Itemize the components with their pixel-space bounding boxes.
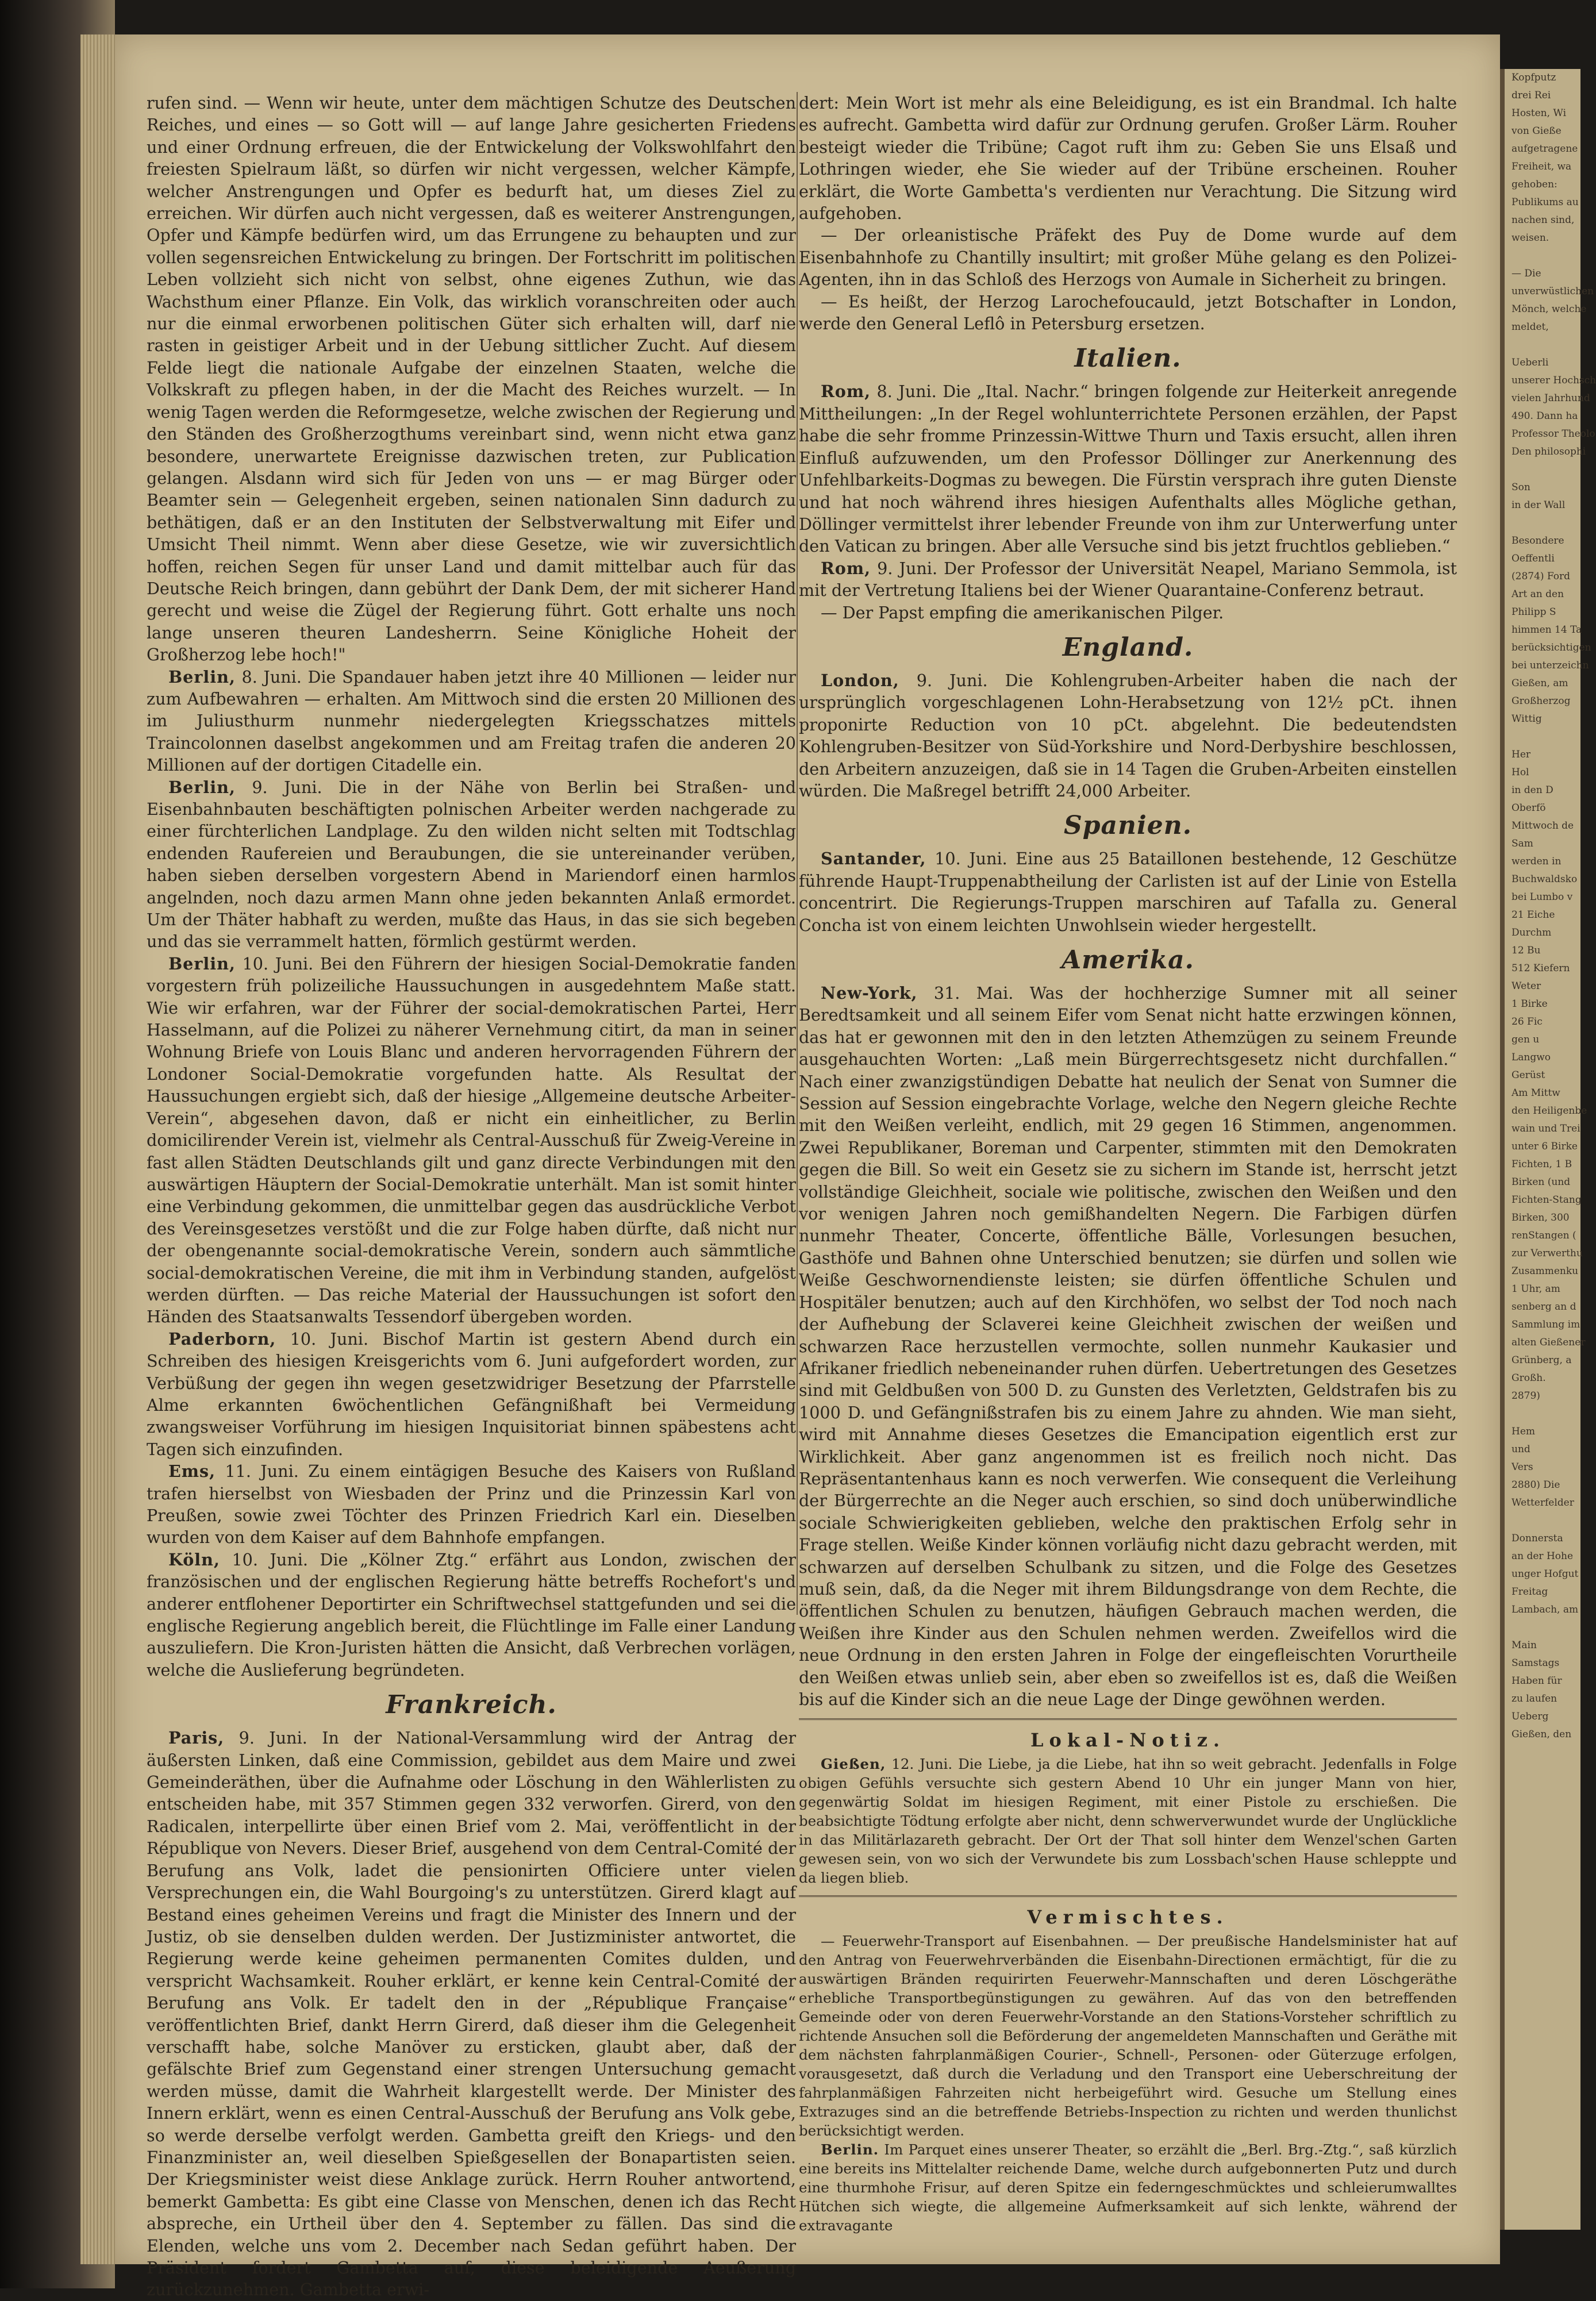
fragment-line <box>1505 728 1580 746</box>
fragment-line: Freitag <box>1512 1586 1548 1598</box>
fragment-line: Langwo <box>1512 1052 1551 1063</box>
fragment-line: 2879) <box>1512 1390 1540 1402</box>
fragment-line: Durchm <box>1512 927 1552 938</box>
news-text: 31. Mai. Was der hochherzige Sumner mit all seiner Beredtsamkeit und all seinem Eifer vom Senat nicht hatte erzwingen können, das hat er gewonnen mit den in den letzten Athemzügen zu seinem Freunde ausgehauchten Worten: „Laß mein Bürgerrechtsgesetz nicht durchfallen.“ Nach einer zwanzigstündigen Debatte hat neulich der Senat von Sumner die Session auf Session eingebrachte Vorlage, welche den Negern gleiche Rechte mit den Weißen verleiht, endlich, mit 29 gegen 16 Stimmen, angenommen. Zwei Republikaner, Boreman und Carpenter, stimmten mit den Demokraten gegen die Bill. So weit ein Gesetz sie zu sichern im Stande ist, herrscht jetzt vollständige Gleichheit, sociale wie politische, zwischen den Weißen und den vor wenigen Jahren noch gemißhandelten Negern. Die Farbigen dürfen nunmehr Theater, Concerte, öffentliche Bälle, Vorlesungen besuchen, Gasthöfe und Bahnen ohne Unterschied benutzen; sie dürfen und sollen wie Weiße Geschwornendienste leisten; sie dürfen öffentliche Schulen und Hospitäler benutzen; auch auf den Kirchhöfen, wo selbst der Tod noch nach der Aufhebung der Sclaverei keine Gleichheit zwischen der weißen und schwarzen Race herzustellen vermochte, sollen nunmehr Kaukasier und Afrikaner friedlich nebeneinander ruhen dürfen. Uebertretungen des Gesetzes sind mit Geldbußen von 500 D. zu Gunsten des Verletzten, Geldstrafen bis zu 1000 D. und Gefängnißstrafen bis zu einem Jahre zu ahnden. Wie man sieht, wird mit Annahme dieses Gesetzes die Emancipation eigentlich erst zur Wirklichkeit. Aber ganz angenommen ist es freilich noch nicht. Das Repräsentantenhaus kann es noch verwerfen. Wie consequent die Verleihung der Bürgerrechte an die Neger auch erschien, so sind doch unüberwindliche sociale Schwierigkeiten geblieben, welche den praktischen Erfolg sehr in Frage stellen. Weiße Kinder können vorläufig nicht dazu gebracht werden, mit schwarzen auf derselben Schulbank zu sitzen, und die Folge des Gesetzes muß sein, daß, da die Neger mit ihrem Bildungsdrange von dem Rechte, die öffentlichen Schulen zu benutzen, häufigen Gebrauch machen werden, die Weißen ihre Kinder aus den Schulen nehmen werden. Zweifellos wird die neue Ordnung in den ersten Jahren in Folge der eingefleischten Vorurtheile den Weißen etwas unlieb sein, aber eben so zweifellos ist es, daß die Weißen bis auf die Kinder sich an die neue Lage der Dinge gewöhnen werden. <box>799 983 1457 1709</box>
news-item-berlin-3 <box>147 953 796 1328</box>
news-item-santander <box>799 848 1457 936</box>
news-text: 8. Juni. Die „Ital. Nachr.“ bringen folgende zur Heiterkeit anregende Mittheilungen: „In der Regel wohlunterrichtete Personen erzählen, der Papst habe die sehr fromme Prinzessin-Wittwe Thurn und Taxis ersucht, allen ihren Einfluß aufzuwenden, um den Professor Döllinger zur Anerkennung des Unfehlbarkeits-Dogmas zu bewegen. Die Fürstin versprach ihre guten Dienste und hat noch während ihres hiesigen Aufenthalts alles Mögliche gethan, Döllinger vermittelst ihrer lebender Freunde von ihm zur Unterwerfung unter den Vatican zu bringen. Aber alle Versuche sind bis jetzt fruchtlos geblieben.“ <box>799 382 1457 556</box>
news-item-giessen <box>799 1754 1457 1887</box>
fragment-line: Gerüst <box>1512 1069 1545 1081</box>
fragment-line: an der Hohe <box>1512 1550 1574 1562</box>
fragment-line: Sam <box>1512 838 1533 849</box>
fragment-line: Birken (und <box>1512 1176 1571 1188</box>
news-item-koeln <box>147 1549 796 1681</box>
fragment-line: Hosten, Wi <box>1512 107 1567 119</box>
fragment-line: Philipp S <box>1512 606 1556 618</box>
fragment-line: Vers <box>1512 1461 1533 1473</box>
section-heading-amerika: Amerika. <box>1062 945 1194 975</box>
fragment-line: Weter <box>1512 980 1541 992</box>
news-text: Im Parquet eines unserer Theater, so erzählt die „Berl. Brg.-Ztg.“, saß kürzlich eine bereits ins Mittelalter reichende Dame, welche durch aufgebonnerten Putz und durch eine thurmhohe Frisur, auf deren Spitze ein federngeschmücktes und schleierumwalltes Hütchen sich wiegte, die allgemeine Aufmerksamkeit auf sich lenkte, während der extravagante <box>799 2141 1457 2234</box>
fragment-line: in der Wall <box>1512 499 1566 511</box>
column-divider <box>797 92 798 1615</box>
fragment-line: von Gieße <box>1512 125 1562 137</box>
news-text: 9. Juni. In der National-Versammlung wird der Antrag der äußersten Linken, daß eine Commission, gebildet aus dem Maire und zwei Gemeinderäthen, über die Aufnahme oder Löschung in den Wählerlisten zu entscheiden habe, mit 357 Stimmen gegen 332 verworfen. Girerd, von den Radicalen, interpellirte über einen Brief vom 2. Mai, veröffentlicht in der République von Nevers. Dieser Brief, ausgehend von dem Central-Comité der Berufung ans Volk, ladet die pensionirten Officiere unter vielen Versprechungen ein, die Wahl Bourgoing's zu unterstützen. Girerd klagt auf Bestand eines geheimen Vereins und fragt die Minister des Innern und der Justiz, ob sie denselben dulden werden. Der Justizminister antwortet, die Regierung werde keine geheimen permanenten Comites dulden, und verspricht Wachsamkeit. Rouher erklärt, er kenne kein Central-Comité der Berufung ans Volk. Er tadelt den in der „République Française“ veröffentlichten Brief, dankt Herrn Girerd, daß dieser ihm die Gelegenheit verschafft habe, solche Manöver zu ersticken, glaubt aber, daß der gefälschte Brief zum Gegenstand einer strengen Untersuchung gemacht werden müsse, damit die Wahrheit klargestellt werde. Der Minister des Innern erklärt, wenn es einen Central-Ausschuß der Berufung ans Volk gebe, so werde derselbe verfolgt werden. Gambetta greift den Kriegs- und den Finanzminister an, weil dieselben Spießgesellen der Bonapartisten seien. Der Kriegsminister weist diese Anklage zurück. Herrn Rouher antwortend, bemerkt Gambetta: Es gibt eine Classe von Menschen, denen ich das Recht abspreche, ein Urtheil über den 4. September zu fällen. Das sind die Elenden, welche uns vom 2. December nach Sedan geführt haben. Der Präsident fordert Gambetta auf, diese beleidigende Aeußerung zurückzunehmen. Gambetta erwi- <box>147 1728 796 2300</box>
news-text: — Der Papst empfing die amerikanischen Pilger. <box>821 602 1224 622</box>
news-item-berlin-1 <box>147 666 796 776</box>
fragment-line: Her <box>1512 749 1531 760</box>
section-heading-vermischtes: Vermischtes. <box>1027 1906 1229 1929</box>
dateline: Rom, <box>821 382 871 402</box>
dateline: London, <box>821 670 899 690</box>
fragment-line <box>1505 247 1580 265</box>
dateline: Santander, <box>821 849 926 869</box>
fragment-line: 12 Bu <box>1512 945 1541 956</box>
fragment-line: Buchwaldsko <box>1512 874 1578 885</box>
section-heading-spanien: Spanien. <box>1063 811 1193 841</box>
news-item-feuerwehr <box>799 1931 1457 2140</box>
right-column <box>799 92 1457 2241</box>
fragment-line: Son <box>1512 482 1530 493</box>
fragment-line: Mönch, welche <box>1512 303 1587 315</box>
section-rule <box>799 1895 1457 1897</box>
news-item-paris <box>147 1727 796 2301</box>
fragment-line: 1 Uhr, am <box>1512 1283 1560 1295</box>
fragment-line: Kopfputz <box>1512 72 1556 83</box>
fragment-line: Professor Theolo <box>1512 428 1595 440</box>
dateline: Berlin, <box>168 953 236 974</box>
fragment-line: berücksichtigen <box>1512 642 1591 653</box>
news-text: 10. Juni. Bischof Martin ist gestern Abend durch ein Schreiben des hiesigen Kreisgerichts vom 6. Juni aufgefordert worden, zur Verbüßung der gegen ihn wegen gesetzwidriger Besetzung der Pfarrstelle Alme erkannten 6wöchentlichen Gefängnißhaft bei Vermeidung zwangsweiser Vorführung im hiesigen Inquisitoriat binnen späbestens acht Tagen sich einzufinden. <box>147 1329 796 1459</box>
news-item-berlin-2 <box>147 776 796 953</box>
fragment-line: Grünberg, a <box>1512 1355 1572 1366</box>
fragment-line: Mittwoch de <box>1512 820 1574 832</box>
dateline: Paderborn, <box>168 1329 276 1349</box>
fragment-line: Samstags <box>1512 1657 1560 1669</box>
fragment-line: Am Mittw <box>1512 1087 1560 1099</box>
dateline: Köln, <box>168 1549 220 1569</box>
fragment-line: Publikums au <box>1512 197 1579 208</box>
fragment-line <box>1505 336 1580 354</box>
fragment-line: gehoben: <box>1512 179 1557 190</box>
intro-paragraph: rufen sind. — Wenn wir heute, unter dem mächtigen Schutze des Deutschen Reiches, und eines — so Gott will — auf lange Jahre gesicherten Friedens und einer Ordnung erfreuen, die der Entwickelung der Volkswohlfahrt den freiesten Spielraum läßt, so dürfen wir nicht vergessen, welcher Kämpfe, welcher Anstrengungen und Opfer es bedurft hat, um dieses Ziel zu erreichen. Wir dürfen auch nicht vergessen, daß es weiterer Anstrengungen, Opfer und Kämpfe bedürfen wird, um das Errungene zu behaupten und zur vollen segensreichen Entwickelung zu bringen. Der Fortschritt im politischen Leben vollzieht sich nicht von selbst, ohne eigenes Zuthun, wie das Wachsthum einer Pflanze. Ein Volk, das wirklich voranschreiten oder auch nur die einmal erworbenen politischen Güter sich erhalten will, darf nie rasten in geistiger Arbeit und in der Uebung sittlicher Zucht. Auf diesem Felde liegt die nationale Aufgabe der einzelnen Staaten, welche die Volkskraft zu pflegen haben, in der die Macht des Reiches wurzelt. — In wenig Tagen werden die Reformgesetze, welche zwischen der Regierung und den Ständen des Großherzogthums vereinbart sind, wenn nicht etwa ganz besondere, unerwartete Ereignisse dazwischen treten, zur Publication gelangen. Alsdann wird sich für Jeden von uns — er mag Bürger oder Beamter sein — Gelegenheit ergeben, seinen nationalen Sinn dadurch zu bethätigen, daß er an den Instituten der Selbstverwaltung mit Eifer und Umsicht Theil nimmt. Wenn aber diese Gesetze, wie wir zuversichtlich hoffen, reichen Segen für unser Land und damit mittelbar auch für das Deutsche Reich bringen, dann gebührt der Dank Dem, der mit sicherer Hand gerecht und weise die Zügel der Regierung führt. Gott erhalte uns noch lange unseren theuren Landesherrn. Seine Königliche Hoheit der Großherzog lebe hoch!" <box>147 93 796 665</box>
fragment-line: 512 Kiefern <box>1512 963 1570 974</box>
fragment-line: Wittig <box>1512 713 1542 725</box>
fragment-line: weisen. <box>1512 232 1549 244</box>
fragment-line: Sammlung im <box>1512 1319 1580 1330</box>
news-item-london <box>799 669 1457 802</box>
dateline: Berlin. <box>821 2141 879 2158</box>
dateline: Rom, <box>821 558 871 578</box>
fragment-line: drei Rei <box>1512 90 1551 101</box>
fragment-line: 2880) Die <box>1512 1479 1560 1491</box>
fragment-line: himmen 14 Ta <box>1512 624 1582 636</box>
news-item-berlin-theater <box>799 2140 1457 2235</box>
fragment-line <box>1505 514 1580 532</box>
news-item-paderborn <box>147 1328 796 1460</box>
news-item-ems <box>147 1460 796 1549</box>
fragment-line: zur Verwerthu <box>1512 1248 1583 1259</box>
fragment-line: Großherzog <box>1512 695 1571 707</box>
fragment-line: Den philosophi <box>1512 446 1586 457</box>
fragment-line: Freiheit, wa <box>1512 161 1572 172</box>
page-edge-stack <box>80 34 115 2264</box>
fragment-line <box>1505 1619 1580 1637</box>
fragment-line <box>1505 1405 1580 1423</box>
fragment-line: Birken, 300 <box>1512 1212 1570 1223</box>
fragment-line: 1 Birke <box>1512 998 1548 1010</box>
fragment-line: unter 6 Birke <box>1512 1141 1578 1152</box>
fragment-line: und <box>1512 1444 1530 1455</box>
fragment-line: unverwüstlichen <box>1512 286 1594 297</box>
news-item-rom-2 <box>799 557 1457 602</box>
fragment-line: in den D <box>1512 784 1553 796</box>
news-text: 10. Juni. Die „Kölner Ztg.“ erfährt aus London, zwischen der französischen und der englischen Regierung hätte betreffs Rochefort's und anderer entflohener Deportirter ein Schriftwechsel stattgefunden und sei die englische Regierung angeblich bereit, die Flüchtlinge im Falle einer Landung auszuliefern. Die Kron-Juristen hätten die Ansicht, daß Verbrechen vorlägen, welche die Auslieferung begründeten. <box>147 1549 796 1680</box>
news-text: 9. Juni. Die in der Nähe von Berlin bei Straßen- und Eisenbahnbauten beschäftigten polnischen Arbeiter werden nachgerade zu einer fürchterlichen Landplage. Zu den wilden nicht selten mit Todtschlag endenden Raufereien und Beraubungen, die sie untereinander verüben, haben sieben derselben vorgestern Abend in Mariendorf einen harmlos angelnden, noch dazu armen Mann ohne jeden bekannten Anlaß ermordet. Um der Thäter habhaft zu werden, mußte das Haus, in das sie sich begeben und das sie verrammelt hatten, förmlich gestürmt werden. <box>147 777 796 952</box>
fragment-line: Gießen, am <box>1512 678 1568 689</box>
news-text: 10. Juni. Eine aus 25 Bataillonen bestehende, 12 Geschütze führende Haupt-Truppenabtheilung der Carlisten ist auf der Linie von Estella concentrirt. Die Regierungs-Truppen marschiren auf Tafalla zu. General Concha ist von einem leichten Unwohlsein wieder hergestellt. <box>799 849 1457 935</box>
fragment-line: renStangen ( <box>1512 1230 1576 1241</box>
section-heading-frankreich: Frankreich. <box>386 1690 557 1720</box>
fragment-line: senberg an d <box>1512 1301 1576 1313</box>
fragment-line: meldet, <box>1512 321 1549 333</box>
fragment-line <box>1505 1512 1580 1530</box>
fragment-line: alten Gießener <box>1512 1337 1586 1348</box>
section-heading-england: England. <box>1062 632 1194 662</box>
fragment-line: Oeffentli <box>1512 553 1555 564</box>
fragment-line: 490. Dann ha <box>1512 410 1578 422</box>
left-column <box>147 92 796 2300</box>
fragment-line: 26 Fic <box>1512 1016 1543 1028</box>
news-text: 9. Juni. Die Kohlengruben-Arbeiter haben die nach der ursprünglich vorgeschlagenen Lohn-Herabsetzung von 12½ pCt. ihnen proponirte Reduction von 10 pCt. abgelehnt. Die bedeutendsten Kohlengruben-Besitzer von Süd-Yorkshire und Nord-Derbyshire beschlossen, den Arbeitern anzuzeigen, daß sie in 14 Tagen die Gruben-Arbeiten einstellen würden. Die Maßregel betrifft 24,000 Arbeiter. <box>799 670 1457 801</box>
dateline: Ems, <box>168 1461 216 1482</box>
fragment-line: Zusammenku <box>1512 1265 1579 1277</box>
fragment-line: Main <box>1512 1640 1537 1651</box>
news-item-new-york <box>799 982 1457 1710</box>
fragment-line: bei unterzeichn <box>1512 660 1589 671</box>
fragment-line: unserer Hochsch <box>1512 375 1596 386</box>
fragment-line: Hol <box>1512 767 1529 778</box>
news-item-chantilly: — Der orleanistische Präfekt des Puy de Dome wurde auf dem Eisenbahnhofe zu Chantilly insultirt; mit großer Mühe gelang es den Polizei-Agenten, ihn in das Schloß des Herzogs von Aumale in Sicherheit zu bringen. <box>799 225 1457 290</box>
adjacent-page-fragment <box>1500 69 1596 2230</box>
news-text: 10. Juni. Bei den Führern der hiesigen Social-Demokratie fanden vorgestern früh polizeiliche Haussuchungen in ausgedehntem Maße statt. Wie wir erfahren, war der Führer der social-demokratischen Partei, Herr Hasselmann, auf die Polizei zu näherer Vernehmung citirt, da man in seiner Wohnung Briefe von Louis Blanc und anderen hervorragenden Führern der Londoner Social-Demokratie vorgefunden hatte. Als Resultat der Haussuchungen ergiebt sich, daß der hiesige „Allgemeine deutsche Arbeiter-Verein“, abgesehen davon, daß er nicht ein einheitlicher, zu Berlin domicilirender Verein ist, vielmehr als Central-Ausschuß für Zweig-Vereine in fast allen Städten Deutschlands gilt und ganz directe Verbindungen mit den auswärtigen Häuptern der Social-Demokratie unterhält. Man ist somit hinter eine Verbindung gekommen, die unmittelbar gegen das ausdrückliche Verbot des Vereinsgesetzes verstößt und die zur Folge haben dürfte, daß nicht nur der obengenannte social-demokratische Verein, sondern auch sämmtliche social-demokratischen Vereine, die mit ihm in Verbindung standen, aufgelöst werden dürften. — Das reiche Material der Haussuchungen ist sofort den Händen des Staatsanwalts Tessendorf übergeben worden. <box>147 953 796 1327</box>
fragment-line: Fichten, 1 B <box>1512 1159 1572 1170</box>
dateline: Berlin, <box>168 777 236 797</box>
dateline: Paris, <box>168 1728 225 1748</box>
fragment-line: Lambach, am <box>1512 1604 1579 1615</box>
fragment-line: Ueberg <box>1512 1711 1549 1722</box>
fragment-line: aufgetragene <box>1512 143 1578 155</box>
fragment-line: unger Hofgut <box>1512 1568 1579 1580</box>
fragment-line: werden in <box>1512 856 1562 867</box>
news-text: 9. Juni. Der Professor der Universität Neapel, Mariano Semmola, ist mit der Vertretung Italiens bei der Wiener Quarantaine-Conferenz betraut. <box>799 558 1457 601</box>
news-item-rom-1 <box>799 380 1457 557</box>
fragment-line: — Die <box>1512 268 1541 279</box>
fragment-line: Ueberli <box>1512 357 1549 368</box>
news-item-larochefoucauld: — Es heißt, der Herzog Larochefoucauld, jetzt Botschafter in London, werde den General Leflô in Petersburg ersetzen. <box>799 291 1457 334</box>
fragment-line: Art an den <box>1512 588 1564 600</box>
fragment-line: nachen sind, <box>1512 214 1575 226</box>
fragment-line: Wetterfelder <box>1512 1497 1574 1509</box>
fragment-line: 21 Eiche <box>1512 909 1555 921</box>
fragment-line: (2874) Ford <box>1512 571 1571 582</box>
fragment-line: Gießen, den <box>1512 1729 1572 1740</box>
fragment-line: wain und Trei <box>1512 1123 1580 1134</box>
fragment-line: Großh. <box>1512 1372 1546 1384</box>
fragment-line <box>1505 461 1580 479</box>
news-text: 11. Juni. Zu einem eintägigen Besuche des Kaisers von Rußland trafen hierselbst von Wiesbaden der Prinz und die Prinzessin Karl von Preußen, sowie zwei Töchter des Prinzen Friedrich Karl ein. Dieselben wurden von dem Kaiser auf dem Bahnhofe empfangen. <box>147 1461 796 1548</box>
fragment-line: Fichten-Stang <box>1512 1194 1582 1206</box>
section-rule <box>799 1718 1457 1720</box>
fragment-line: Donnersta <box>1512 1533 1563 1544</box>
dateline: New-York, <box>821 983 918 1003</box>
dateline: Berlin, <box>168 667 236 687</box>
fragment-line: zu laufen <box>1512 1693 1557 1704</box>
fragment-line: vielen Jahrhund <box>1512 393 1590 404</box>
fragment-line: gen u <box>1512 1034 1540 1045</box>
section-heading-italien: Italien. <box>1074 344 1182 374</box>
news-item-papst <box>799 602 1457 624</box>
fragment-line: bei Lumbo v <box>1512 891 1573 903</box>
section-heading-lokal-notiz: Lokal-Notiz. <box>1030 1729 1226 1752</box>
fragment-line: Hem <box>1512 1426 1536 1437</box>
fragment-line: Haben für <box>1512 1675 1562 1687</box>
fragment-line: den Heiligenbe <box>1512 1105 1587 1117</box>
news-text: 8. Juni. Die Spandauer haben jetzt ihre 40 Millionen — leider nur zum Aufbewahren — erhalten. Am Mittwoch sind die ersten 20 Millionen des im Juliusthurm nunmehr niedergelegten Kriegsschatzes mittels Traincolonnen daselbst angekommen und am Freitag trafen die anderen 20 Millionen auf der dortigen Citadelle ein. <box>147 667 796 775</box>
continued-paragraph: dert: Mein Wort ist mehr als eine Beleidigung, es ist ein Brandmal. Ich halte es aufrecht. Gambetta wird dafür zur Ordnung gerufen. Großer Lärm. Rouher besteigt wieder die Tribüne; Cagot ruft ihm zu: Geben Sie uns Elsaß und Lothringen wieder, ehe Sie wieder auf der Tribüne erscheinen. Rouher erklärt, die Worte Gambetta's verdienten nur Verachtung. Die Sitzung wird aufgehoben. <box>799 93 1457 224</box>
fragment-line: Oberfö <box>1512 802 1546 814</box>
dateline: Gießen, <box>821 1756 886 1773</box>
news-text: — Feuerwehr-Transport auf Eisenbahnen. — Der preußische Handelsminister hat auf den Antrag von Feuerwehrverbänden die Eisenbahn-Directionen ermächtigt, für die zu auswärtigen Bränden requirirten Feuerwehr-Mannschaften und deren Löschgeräthe erhebliche Transportbegünstigungen zu gewähren. Auf das von den betreffenden Gemeinde oder von deren Feuerwehr-Vorstande an den Stations-Vorsteher schriftlich zu richtende Ansuchen soll die Beförderung der angemeldeten Mannschaften und Geräthe mit dem nächsten fahrplanmäßigen Courier-, Schnell-, Personen- oder Güterzuge erfolgen, vorausgesetzt, daß durch die Verladung und den Transport eine Ueberschreitung der fahrplanmäßigen Fahrzeiten nicht herbeigeführt wird. Gesuche um Stellung eines Extrazuges sind an die betreffende Betriebs-Inspection zu richten und werden thunlichst berücksichtigt werden. <box>799 1933 1457 2140</box>
fragment-line: Besondere <box>1512 535 1564 547</box>
news-text: 12. Juni. Die Liebe, ja die Liebe, hat ihn so weit gebracht. Jedenfalls in Folge obigen Gefühls versuchte sich gestern Abend 10 Uhr ein junger Mann von hier, gegenwärtig Soldat im hiesigen Regiment, mit einer Pistole zu erschießen. Die beabsichtigte Tödtung erfolgte aber nicht, denn schwerverwundet wurde der Unglückliche in das Militärlazareth gebracht. Der Ort der That soll hinter dem Wenzel'schen Garten gewesen sein, von wo sich der Verwundete bis zum Lossbach'schen Hause schleppte und da liegen blieb. <box>799 1756 1457 1887</box>
